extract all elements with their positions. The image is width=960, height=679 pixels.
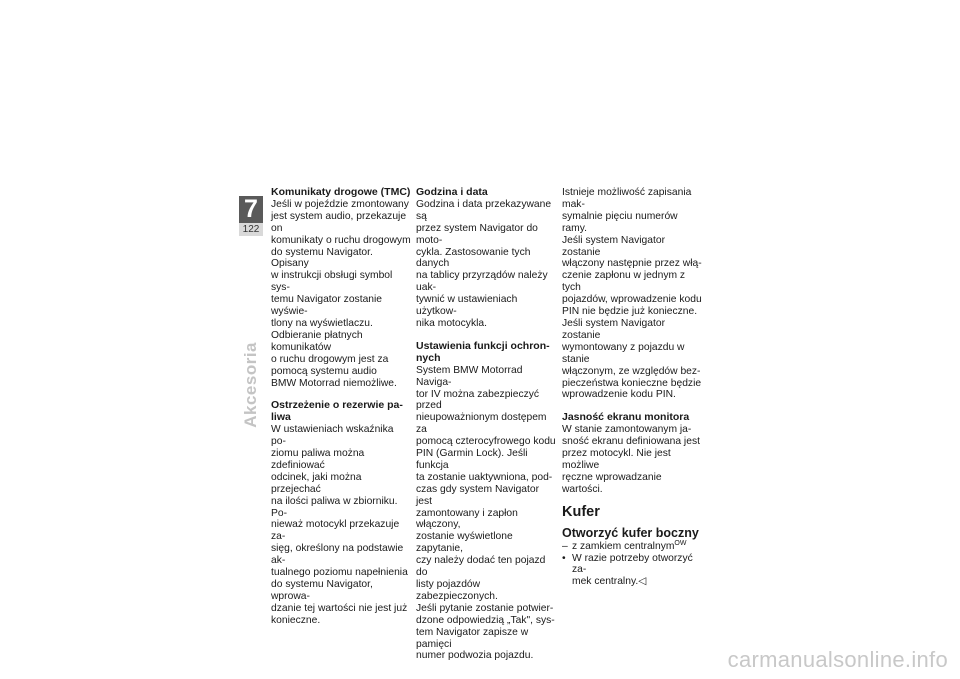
option-sup: OW [674, 539, 687, 547]
dash-item [562, 541, 702, 553]
bullet-text: W razie potrzeby otworzyć za- mek centralny. [572, 552, 693, 588]
column-3 [562, 187, 702, 588]
paragraph-protection-settings: System BMW Motorrad Naviga- tor IV można zabezpieczyć przed nieupoważnionym dostępem za pomocą czterocyfrowego kodu PIN (Garmin Lock). Jeśli funkcja ta zostanie uaktywniona, pod- czas gdy system Navigator jest zamontowany i zapłon włączony, zostanie wyświetlone zapytanie, czy należy dodać ten pojazd do listy pojazdów zabezpieczonych. Jeśli pytanie zostanie potwier- dzone odpowiedzią „Tak", sys- tem Navigator zapisze w pamięci numer podwozia pojazdu. [416, 364, 556, 662]
chapter-tab [239, 196, 263, 236]
column-1 [271, 187, 411, 627]
column-2 [416, 187, 556, 662]
heading-open-side-case: Otworzyć kufer boczny [562, 525, 699, 540]
bullet-marker: • [562, 552, 566, 564]
watermark: carmanualsonline.info [727, 647, 948, 672]
paragraph-frame-numbers: Istnieje możliwość zapisania mak- symalnie pięciu numerów ramy. [562, 187, 692, 234]
section-side-label [240, 342, 262, 428]
paragraph-fuel-reserve: W ustawieniach wskaźnika po- ziomu paliwa można zdefiniować odcinek, jaki można przejechać na ilości paliwa w zbiorniku. Po- nieważ motocykl przekazuje za- sięg, określony na podstawie ak- tualnego poziomu napełnienia do systemu Navigator, wprowa- dzanie tej wartości nie jest już konieczne. [271, 424, 408, 626]
paragraph-pin-required: Jeśli system Navigator zostanie wymontowany z pojazdu w stanie włączonym, ze względów bez- pieczeństwa konieczne będzie wprowadzenie kodu PIN. [562, 317, 702, 401]
page-number: 122 [239, 223, 263, 236]
heading-protection-settings: Ustawienia funkcji ochron- nych [416, 339, 550, 364]
paragraph-tmc: Jeśli w pojeździe zmontowany jest system audio, przekazuje on komunikaty o ruchu drogowym do systemu Navigator. Opisany w instrukcji obsługi symbol sys- temu Navigator zostanie wyświe- tlony na wyświetlaczu. [271, 198, 411, 329]
heading-tmc: Komunikaty drogowe (TMC) [271, 186, 411, 198]
dash-marker: – [562, 540, 568, 552]
section-label-text: Akcesoria [241, 342, 260, 428]
paragraph-brightness: W stanie zamontowanym ja- sność ekranu definiowana jest przez motocykl. Nie jest możliwe ręczne wprowadzanie wartości. [562, 424, 700, 495]
paragraph-time-date: Godzina i data przekazywane są przez system Navigator do moto- cykla. Zastosowanie tych danych na tablicy przyrządów należy uak- tywnić w ustawieniach użytkow- nika motocykla. [416, 198, 552, 329]
dash-text: z zamkiem centralnym [572, 540, 675, 552]
end-mark: ◁ [638, 576, 647, 588]
paragraph-pin-not-needed: Jeśli system Navigator zostanie włączony następnie przez włą- czenie zapłonu w jednym z tych pojazdów, wprowadzenie kodu PIN nie będzie już konieczne. [562, 234, 702, 318]
heading-time-date: Godzina i data [416, 186, 488, 198]
heading-case: Kufer [562, 503, 600, 520]
paragraph-paid-traffic: Odbieranie płatnych komunikatów o ruchu drogowym jest za pomocą systemu audio BMW Motorrad niemożliwe. [271, 329, 397, 389]
heading-fuel-reserve: Ostrzeżenie o rezerwie pa- liwa [271, 399, 403, 424]
chapter-number: 7 [244, 195, 258, 223]
bullet-item [562, 553, 702, 589]
heading-brightness: Jasność ekranu monitora [562, 411, 690, 424]
